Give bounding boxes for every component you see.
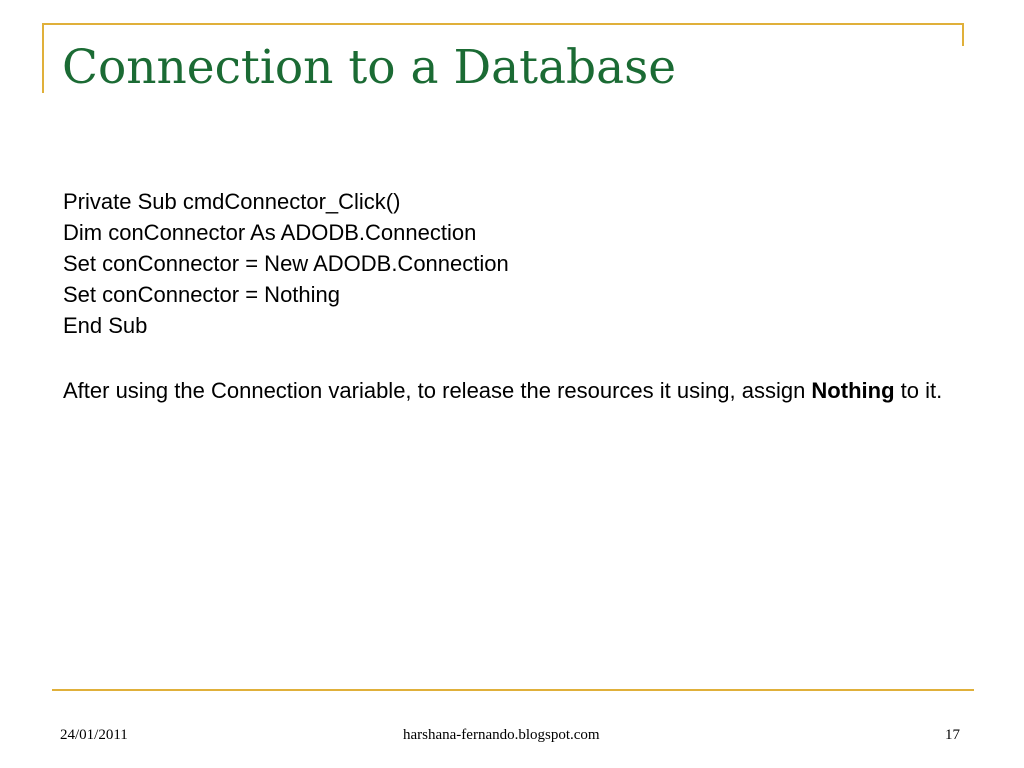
code-line: Set conConnector = New ADODB.Connection	[63, 251, 509, 276]
code-line: Set conConnector = Nothing	[63, 282, 341, 307]
code-line: Private Sub cmdConnector_Click()	[63, 189, 401, 214]
frame-right-line	[962, 23, 964, 46]
frame-top-line	[42, 23, 964, 25]
frame-left-line	[42, 23, 44, 93]
code-block	[63, 186, 509, 341]
note-bold-keyword: Nothing	[811, 378, 895, 403]
note-text-after: to it.	[894, 378, 943, 403]
slide-title: Connection to a Database	[62, 40, 677, 95]
explanation-paragraph	[63, 375, 943, 406]
code-line: End Sub	[63, 313, 148, 338]
footer-website: harshana-fernando.blogspot.com	[403, 727, 600, 743]
footer-date: 24/01/2011	[60, 727, 128, 743]
footer-divider-line	[52, 689, 974, 691]
note-text-before: After using the Connection variable, to release the resources it using, assign	[63, 378, 812, 403]
code-line: Dim conConnector As ADODB.Connection	[63, 220, 477, 245]
footer-page-number: 17	[945, 727, 960, 743]
